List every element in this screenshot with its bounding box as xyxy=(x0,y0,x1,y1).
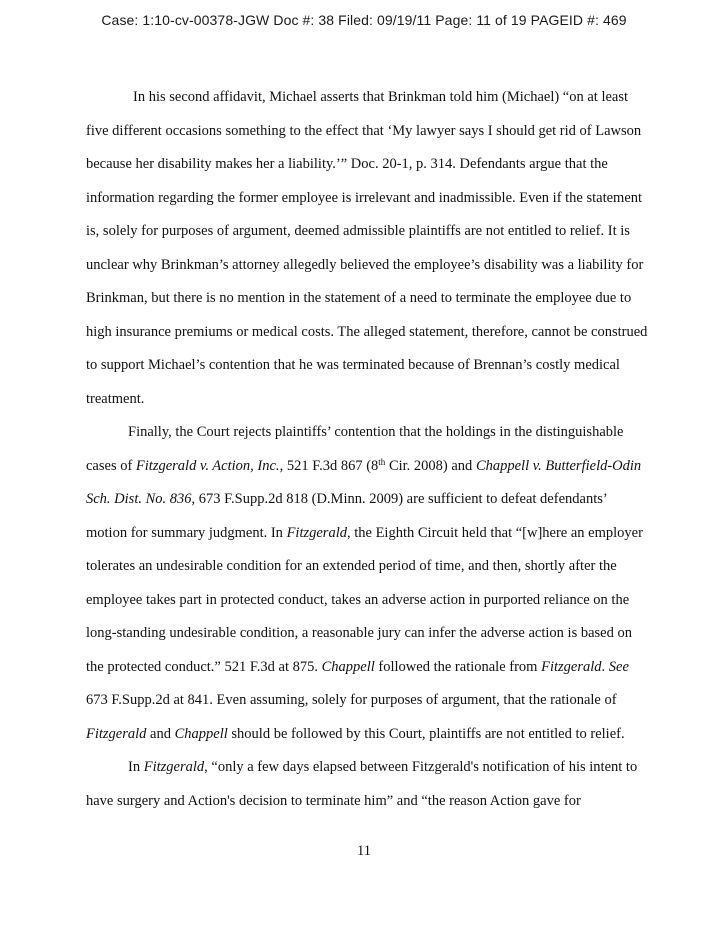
case-citation: Fitzgerald xyxy=(86,726,147,742)
text-segment: followed the rationale from xyxy=(374,659,542,675)
text-line: have surgery and Action's decision to terminate him” and “the reason Action gave for xyxy=(86,793,581,809)
text-line xyxy=(86,659,629,676)
case-citation: Chappell v. Butterfield-Odin xyxy=(475,458,642,474)
case-citation: Fitzgerald xyxy=(541,659,602,675)
text-line: long-standing undesirable condition, a reasonable jury can infer the adverse action is based on xyxy=(86,625,632,641)
case-citation: Chappell xyxy=(174,726,228,742)
text-line xyxy=(86,491,608,508)
text-line: employee takes part in protected conduct, takes an adverse action in purported reliance on the xyxy=(86,592,630,608)
text-segment: In xyxy=(128,759,144,775)
text-line: unclear why Brinkman’s attorney allegedly believed the employee’s disability was a liability for xyxy=(86,257,644,273)
case-header: Case: 1:10-cv-00378-JGW Doc #: 38 Filed: 09/19/11 Page: 11 of 19 PAGEID #: 469 xyxy=(101,12,627,28)
text-line: is, solely for purposes of argument, deemed admissible plaintiffs are not entitled to relief. It is xyxy=(86,223,630,239)
case-citation: Chappell xyxy=(321,659,375,675)
text-segment: motion for summary judgment. In xyxy=(86,525,287,541)
text-segment: . xyxy=(601,659,609,675)
case-citation: Fitzgerald v. Action, Inc. xyxy=(135,458,280,474)
text-line xyxy=(86,726,625,743)
text-line: In his second affidavit, Michael asserts that Brinkman told him (Michael) “on at least xyxy=(133,89,629,105)
superscript: th xyxy=(378,457,386,467)
text-line: high insurance premiums or medical costs. The alleged statement, therefore, cannot be construed xyxy=(86,324,648,340)
text-segment: , 673 F.Supp.2d 818 (D.Minn. 2009) are sufficient to defeat defendants’ xyxy=(191,491,608,507)
text-segment: cases of xyxy=(86,458,136,474)
text-line xyxy=(128,759,637,776)
text-line: because her disability makes her a liability.’” Doc. 20-1, p. 314. Defendants argue that the xyxy=(86,156,608,172)
text-segment: and xyxy=(146,726,175,742)
text-line: information regarding the former employee is irrelevant and inadmissible. Even if the statement xyxy=(86,190,643,206)
text-segment: , “only a few days elapsed between Fitzgerald's notification of his intent to xyxy=(204,759,638,775)
text-line xyxy=(86,458,641,475)
case-citation: Fitzgerald xyxy=(286,525,347,541)
text-line xyxy=(86,525,643,542)
text-segment: Cir. 2008) and xyxy=(385,458,476,474)
text-line: 673 F.Supp.2d at 841. Even assuming, solely for purposes of argument, that the rationale of xyxy=(86,692,617,708)
case-citation: Fitzgerald xyxy=(143,759,205,775)
signal-word: See xyxy=(608,659,629,675)
text-segment: the protected conduct.” 521 F.3d at 875. xyxy=(86,659,322,675)
text-line: tolerates an undesirable condition for an extended period of time, and then, shortly after the xyxy=(86,558,617,574)
page-number: 11 xyxy=(357,843,371,859)
case-citation: Sch. Dist. No. 836 xyxy=(86,491,192,507)
text-line: Finally, the Court rejects plaintiffs’ contention that the holdings in the distinguishable xyxy=(128,424,624,440)
text-line: to support Michael’s contention that he was terminated because of Brennan’s costly medical xyxy=(86,357,620,373)
text-line: treatment. xyxy=(86,391,145,407)
text-segment: should be followed by this Court, plaintiffs are not entitled to relief. xyxy=(227,726,625,742)
text-segment: , 521 F.3d 867 (8 xyxy=(279,458,379,474)
text-segment: , the Eighth Circuit held that “[w]here an employer xyxy=(346,525,643,541)
text-line: five different occasions something to the effect that ‘My lawyer says I should get rid of Lawson xyxy=(86,123,642,139)
text-line: Brinkman, but there is no mention in the statement of a need to terminate the employee due to xyxy=(86,290,632,306)
